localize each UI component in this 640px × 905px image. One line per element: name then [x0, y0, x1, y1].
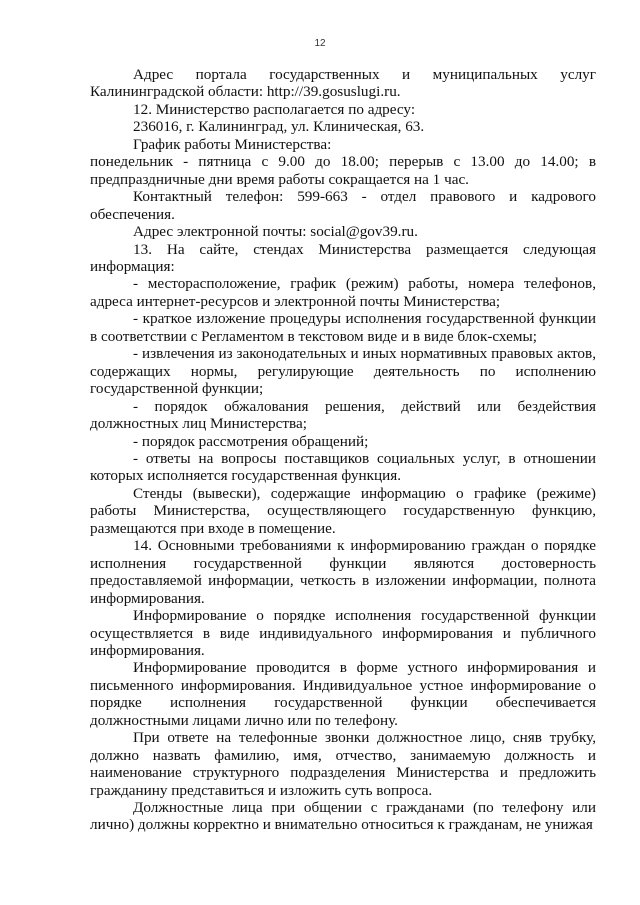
bullet-legal-extracts: - извлечения из законодательных и иных нормативных правовых актов, содержащих нормы, регулирующие деятельность по исполнению государственной функции; [90, 345, 596, 398]
paragraph-email: Адрес электронной почты: social@gov39.ru. [133, 223, 418, 241]
paragraph-14-requirements: 14. Основными требованиями к информированию граждан о порядке исполнения государственной функции являются достоверность предоставляемой информации, четкость в изложении информации, полнота информирования. [90, 537, 596, 607]
bullet-requests-procedure: - порядок рассмотрения обращений; [133, 432, 369, 450]
paragraph-stands: Стенды (вывески), содержащие информацию о графике (режиме) работы Министерства, осуществляющего государственную функцию, размещаются при входе в помещение. [90, 484, 596, 537]
bullet-procedure-summary: - краткое изложение процедуры исполнения государственной функции в соответствии с Регламентом в текстовом виде и в виде блок-схемы; [90, 310, 596, 345]
paragraph-postal-address: 236016, г. Калининград, ул. Клиническая, 63. [133, 118, 425, 136]
paragraph-phone-calls: При ответе на телефонные звонки должностное лицо, сняв трубку, должно назвать фамилию, имя, отчество, занимаемую должность и наименование структурного подразделения Министерства и предложить гражданину представиться и изложить суть вопроса. [90, 729, 596, 799]
bullet-location-schedule: - месторасположение, график (режим) работы, номера телефонов, адреса интернет-ресурсов и электронной почты Министерства; [90, 275, 596, 310]
paragraph-portal-address: Адрес портала государственных и муниципальных услуг Калининградской области: http://39.gosuslugi.ru. [90, 66, 596, 101]
paragraph-schedule-title: График работы Министерства: [133, 135, 332, 153]
paragraph-schedule: понедельник - пятница с 9.00 до 18.00; перерыв с 13.00 до 14.00; в предпраздничные дни время работы сокращается на 1 час. [90, 153, 596, 188]
bullet-answers: - ответы на вопросы поставщиков социальных услуг, в отношении которых исполняется государственная функция. [90, 449, 596, 485]
document-body [90, 66, 596, 834]
paragraph-officials-conduct: Должностные лица при общении с гражданами (по телефону или лично) должны корректно и внимательно относиться к гражданам, не унижая [90, 799, 596, 834]
paragraph-13-site-info: 13. На сайте, стендах Министерства размещается следующая информация: [90, 240, 596, 275]
bullet-appeal-procedure: - порядок обжалования решения, действий или бездействия должностных лиц Министерства; [90, 397, 596, 433]
paragraph-informing-types: Информирование о порядке исполнения государственной функции осуществляется в виде индивидуального информирования и публичного информирования. [90, 607, 596, 659]
paragraph-informing-forms: Информирование проводится в форме устного информирования и письменного информирования. Индивидуальное устное информирование о порядке исполнения государственной функции обеспечивается должностными лицами лично или по телефону. [90, 659, 596, 729]
paragraph-12-location: 12. Министерство располагается по адресу: [133, 100, 416, 118]
page-number: 12 [314, 38, 326, 49]
paragraph-contact-phone: Контактный телефон: 599-663 - отдел правового и кадрового обеспечения. [90, 188, 596, 223]
